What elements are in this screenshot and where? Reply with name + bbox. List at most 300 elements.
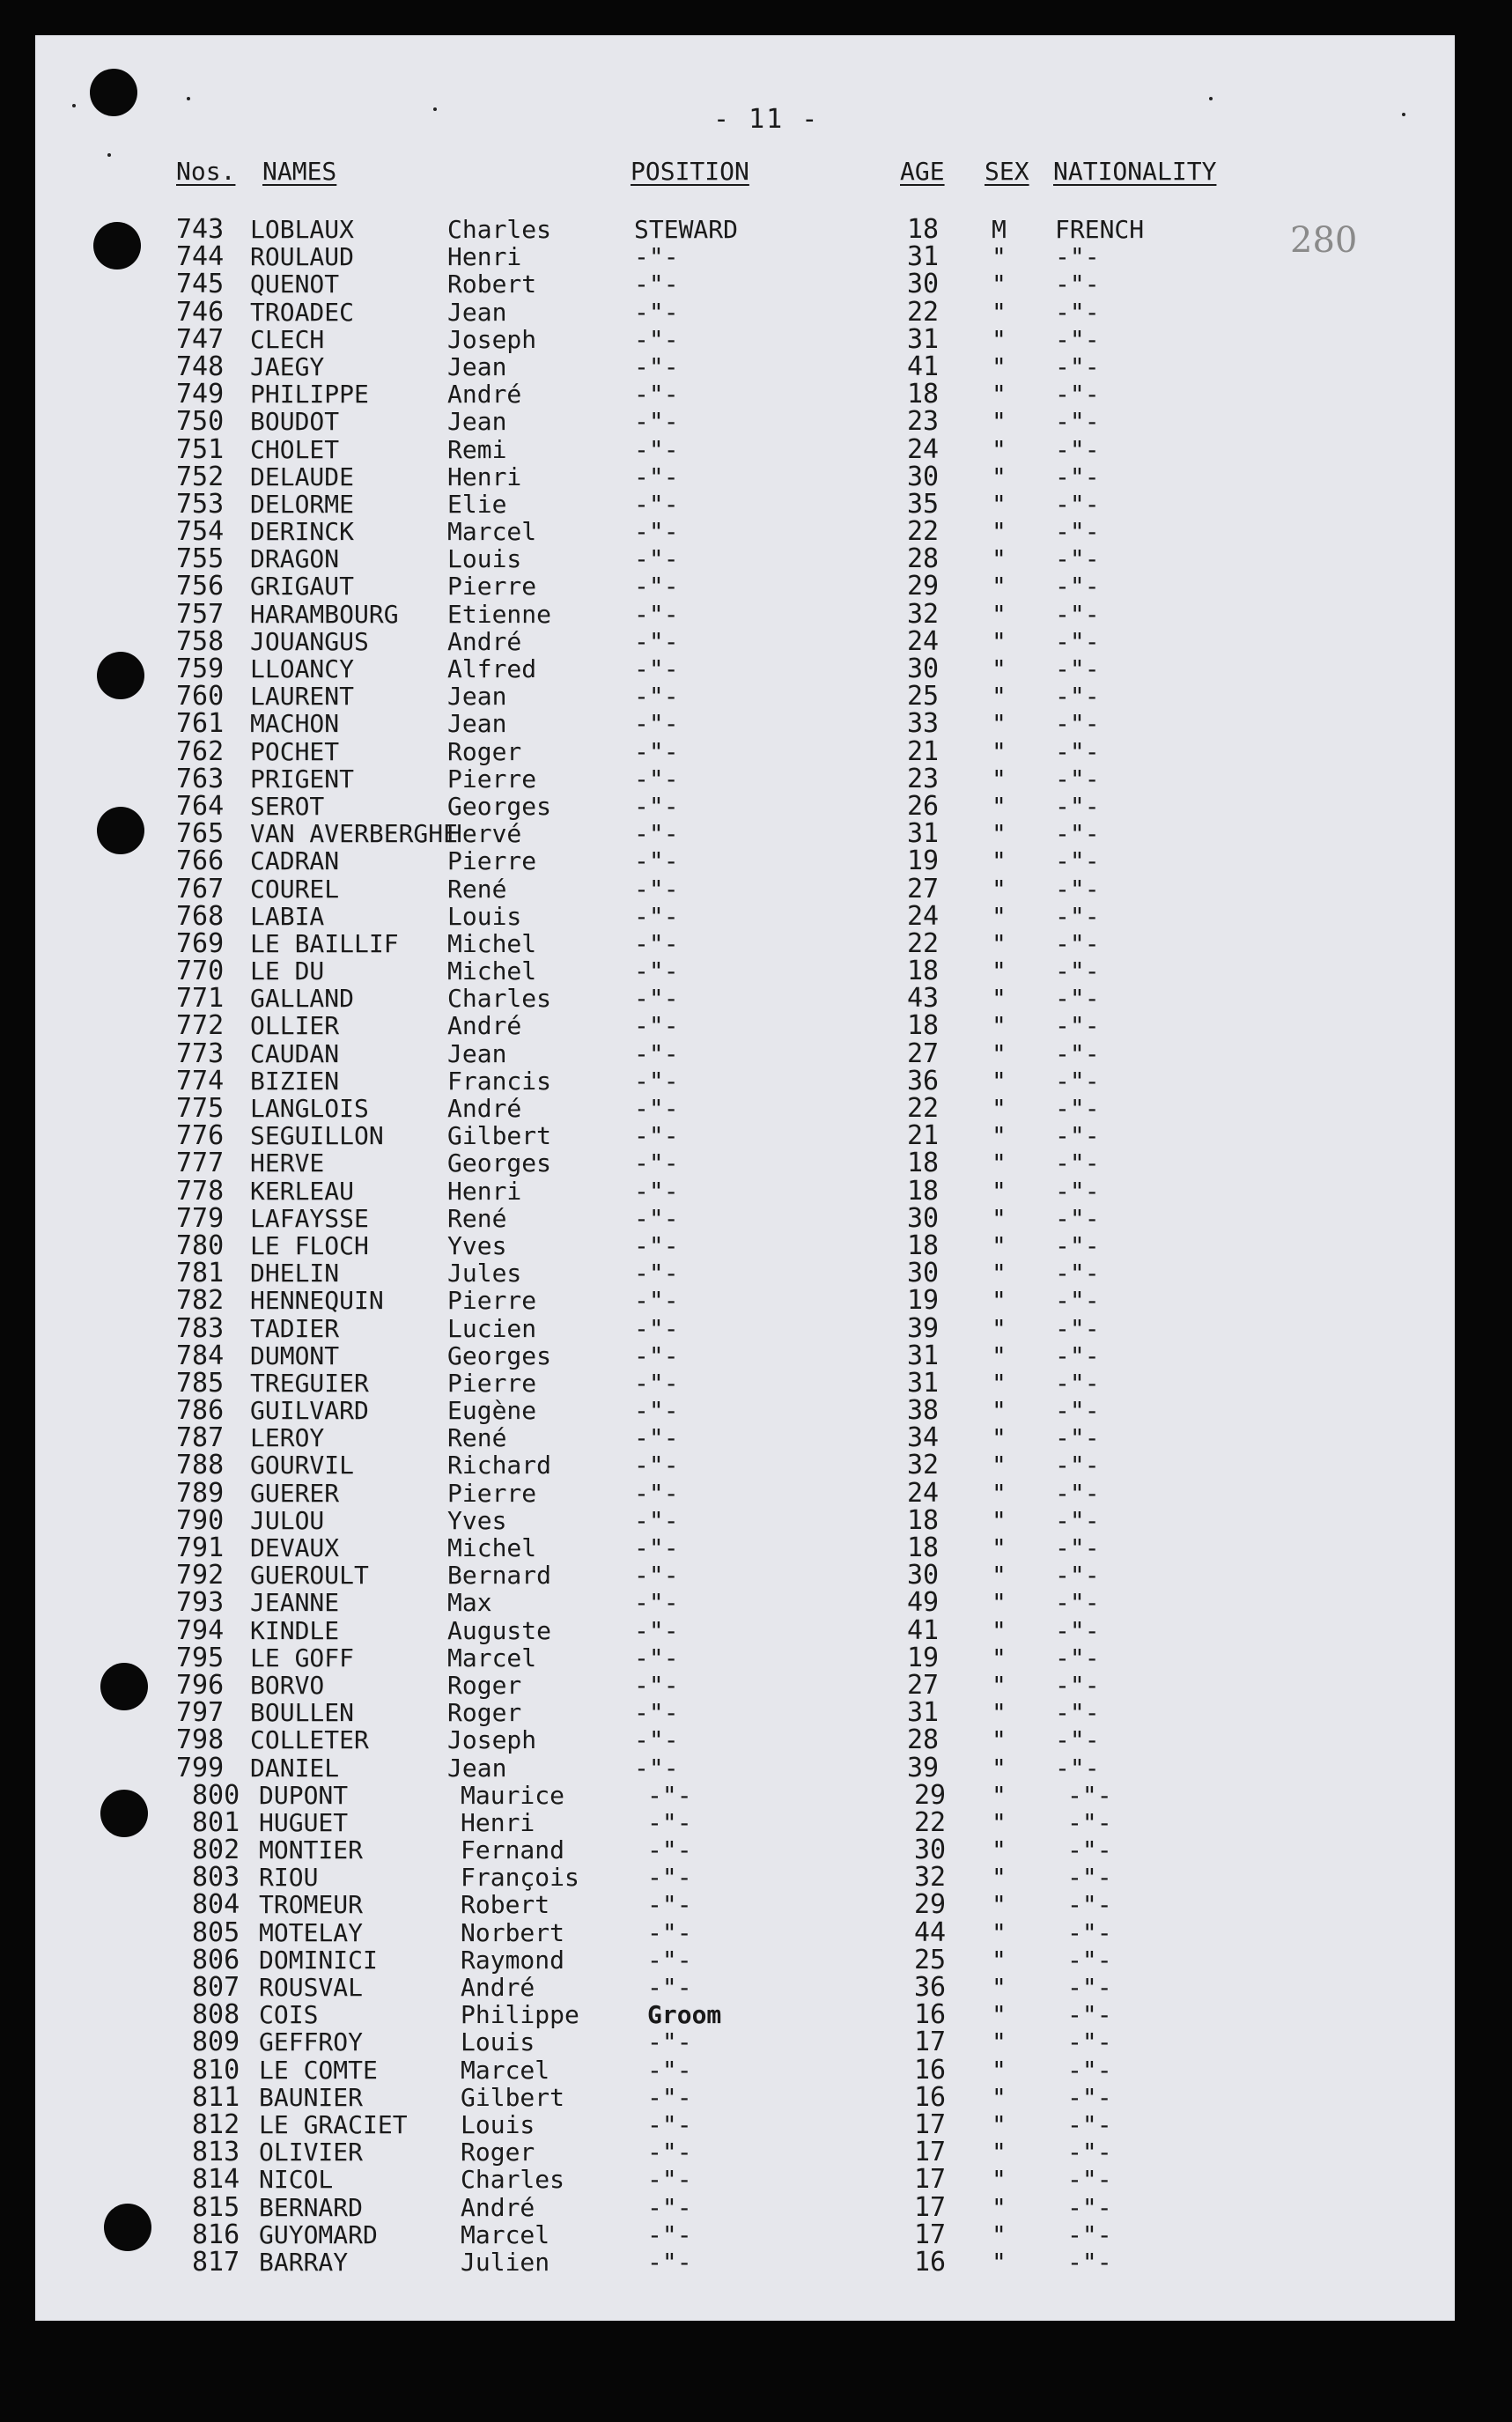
sex: " [992, 1313, 1007, 1343]
sex: " [992, 1148, 1007, 1178]
age: 18 [907, 1148, 940, 1179]
row-number: 752 [176, 461, 225, 492]
position: -"- [634, 1698, 679, 1728]
sex: " [992, 928, 1007, 958]
table-row [35, 2028, 1455, 2056]
position: -"- [634, 1588, 679, 1618]
sex: " [992, 2109, 1007, 2139]
surname: PHILIPPE [250, 380, 369, 410]
sex: " [992, 1890, 1007, 1920]
first-name: Jean [447, 407, 507, 437]
row-number: 756 [176, 571, 225, 602]
age: 16 [914, 2081, 947, 2113]
nationality: -"- [1055, 1533, 1100, 1562]
position: -"- [634, 1038, 679, 1068]
position: -"- [634, 1368, 679, 1398]
age: 18 [907, 956, 940, 987]
first-name: Maurice [461, 1780, 565, 1810]
surname: COLLETER [250, 1725, 369, 1755]
row-number: 805 [192, 1916, 240, 1948]
first-name: René [447, 874, 507, 904]
first-name: André [447, 1011, 522, 1041]
first-name: Elie [447, 489, 507, 519]
row-number: 807 [192, 1972, 240, 2003]
speck [107, 153, 111, 157]
nationality: -"- [1055, 626, 1100, 656]
age: 31 [907, 323, 940, 355]
first-name: Pierre [447, 1286, 537, 1316]
position: -"- [634, 1670, 679, 1700]
nationality: -"- [1055, 489, 1100, 519]
position: -"- [634, 819, 679, 849]
nationality: -"- [1055, 599, 1100, 629]
sex: " [992, 1863, 1007, 1893]
surname: POCHET [250, 736, 340, 766]
surname: DELAUDE [250, 462, 355, 491]
row-number: 778 [176, 1175, 225, 1207]
row-number: 790 [176, 1504, 225, 1536]
age: 17 [914, 2137, 947, 2168]
sex: " [992, 1753, 1007, 1783]
first-name: Jean [447, 297, 507, 327]
position: -"- [634, 1094, 679, 1123]
table-row [35, 1974, 1455, 2001]
age: 32 [907, 598, 940, 630]
sex: " [992, 351, 1007, 381]
position: -"- [634, 1753, 679, 1783]
sex: " [992, 1807, 1007, 1837]
row-number: 785 [176, 1367, 225, 1399]
sex: " [992, 1396, 1007, 1426]
first-name: Marcel [447, 517, 537, 547]
table-row [35, 900, 1455, 932]
position: -"- [634, 736, 679, 766]
nationality: -"- [1067, 1780, 1112, 1810]
surname: TADIER [250, 1313, 340, 1343]
row-number: 799 [176, 1752, 225, 1783]
sex: " [992, 1176, 1007, 1206]
first-name: Georges [447, 791, 552, 821]
table-row [35, 353, 1455, 380]
row-number: 806 [192, 1944, 240, 1975]
age: 22 [907, 296, 940, 328]
age: 23 [907, 406, 940, 438]
table-row [35, 2081, 1455, 2113]
row-number: 746 [176, 296, 225, 328]
sex: M [992, 215, 1007, 244]
row-number: 783 [176, 1312, 225, 1344]
sex: " [992, 1423, 1007, 1453]
row-number: 744 [176, 241, 225, 273]
age: 30 [907, 653, 940, 684]
row-number: 809 [192, 2027, 240, 2058]
age: 29 [907, 571, 940, 602]
sex: " [992, 324, 1007, 354]
age: 30 [907, 1202, 940, 1234]
sex: " [992, 2082, 1007, 2112]
surname: LE DU [250, 956, 325, 986]
surname: LABIA [250, 901, 325, 931]
position: -"- [647, 1945, 692, 1975]
surname: GUYOMARD [259, 2219, 378, 2249]
row-number: 789 [176, 1477, 225, 1509]
sex: " [992, 270, 1007, 299]
table-row [35, 1477, 1455, 1509]
first-name: Robert [447, 270, 537, 299]
age: 36 [907, 1065, 940, 1097]
table-row [35, 1726, 1455, 1754]
position: -"- [647, 1807, 692, 1837]
surname: GOURVIL [250, 1451, 355, 1481]
position: -"- [647, 1973, 692, 2002]
row-number: 760 [176, 681, 225, 713]
nationality: -"- [1055, 1038, 1100, 1068]
surname: GALLAND [250, 984, 355, 1014]
position: -"- [634, 380, 679, 410]
surname: GUILVARD [250, 1396, 369, 1426]
position: -"- [634, 1313, 679, 1343]
surname: LOBLAUX [250, 215, 355, 244]
age: 28 [907, 1724, 940, 1756]
first-name: François [461, 1863, 579, 1893]
position: -"- [634, 1561, 679, 1591]
age: 31 [907, 241, 940, 273]
nationality: -"- [1055, 434, 1100, 464]
table-row [35, 1342, 1455, 1370]
nationality: -"- [1055, 1725, 1100, 1755]
position: -"- [634, 901, 679, 931]
nationality: -"- [1067, 1807, 1112, 1837]
row-number: 758 [176, 625, 225, 657]
table-row [35, 1067, 1455, 1095]
position: -"- [647, 1863, 692, 1893]
sex: " [992, 599, 1007, 629]
surname: JEANNE [250, 1588, 340, 1618]
age: 18 [907, 1229, 940, 1261]
first-name: Richard [447, 1451, 552, 1481]
age: 24 [907, 625, 940, 657]
row-number: 816 [192, 2219, 240, 2250]
age: 18 [907, 214, 940, 245]
first-name: Roger [447, 1698, 522, 1728]
table-row [35, 598, 1455, 630]
surname: COIS [259, 2000, 319, 2030]
sex: " [992, 984, 1007, 1014]
surname: HUGUET [259, 1807, 349, 1837]
sex: " [992, 2247, 1007, 2277]
age: 26 [907, 790, 940, 822]
surname: DHELIN [250, 1259, 340, 1289]
nationality: -"- [1055, 1423, 1100, 1453]
surname: BOUDOT [250, 407, 340, 437]
sex: " [992, 242, 1007, 272]
table-row [35, 572, 1455, 600]
position: -"- [647, 2165, 692, 2195]
table-row [35, 1754, 1455, 1782]
surname: TROADEC [250, 297, 355, 327]
first-name: Roger [447, 1670, 522, 1700]
nationality: -"- [1055, 791, 1100, 821]
age: 28 [907, 543, 940, 575]
surname: BAUNIER [259, 2082, 364, 2112]
table-row [35, 1259, 1455, 1287]
position: -"- [647, 2109, 692, 2139]
row-number: 797 [176, 1697, 225, 1729]
nationality: -"- [1055, 1643, 1100, 1673]
sex: " [992, 380, 1007, 410]
table-row [35, 2056, 1455, 2084]
table-row [35, 2191, 1455, 2223]
row-number: 765 [176, 818, 225, 850]
sex: " [992, 764, 1007, 794]
first-name: Marcel [461, 2219, 550, 2249]
row-number: 747 [176, 323, 225, 355]
age: 19 [907, 1285, 940, 1317]
table-row [35, 463, 1455, 491]
nationality: -"- [1067, 2027, 1112, 2057]
surname: RIOU [259, 1863, 319, 1893]
row-number: 779 [176, 1202, 225, 1234]
surname: DELORME [250, 489, 355, 519]
table-row [35, 1149, 1455, 1177]
nationality: -"- [1055, 654, 1100, 683]
table-row [35, 296, 1455, 328]
nationality: -"- [1055, 1561, 1100, 1591]
position: -"- [634, 1121, 679, 1151]
row-number: 759 [176, 653, 225, 684]
table-row [35, 543, 1455, 575]
first-name: Henri [461, 1807, 535, 1837]
table-row [35, 1285, 1455, 1317]
nationality: -"- [1067, 1917, 1112, 1947]
row-number: 796 [176, 1669, 225, 1701]
table-row [35, 323, 1455, 355]
position: -"- [647, 1890, 692, 1920]
first-name: René [447, 1423, 507, 1453]
position: -"- [647, 2219, 692, 2249]
surname: MONTIER [259, 1835, 364, 1865]
table-row [35, 433, 1455, 465]
table-row [35, 1367, 1455, 1399]
nationality: -"- [1055, 901, 1100, 931]
row-number: 771 [176, 983, 225, 1015]
nationality: -"- [1055, 928, 1100, 958]
sex: " [992, 1368, 1007, 1398]
sex: " [992, 1670, 1007, 1700]
age: 30 [907, 1560, 940, 1591]
surname: BIZIEN [250, 1066, 340, 1096]
age: 27 [907, 1037, 940, 1069]
age: 25 [907, 681, 940, 713]
table-row [35, 1037, 1455, 1069]
table-row [35, 2248, 1455, 2276]
position: -"- [634, 599, 679, 629]
age: 19 [907, 845, 940, 877]
position: -"- [634, 709, 679, 739]
sex: " [992, 1259, 1007, 1289]
row-number: 792 [176, 1560, 225, 1591]
age: 16 [914, 1999, 947, 2031]
nationality: -"- [1055, 380, 1100, 410]
row-number: 751 [176, 433, 225, 465]
first-name: Pierre [447, 572, 537, 602]
position: -"- [634, 1533, 679, 1562]
nationality: -"- [1067, 1863, 1112, 1893]
table-row [35, 790, 1455, 822]
nationality: -"- [1055, 1066, 1100, 1096]
table-row [35, 241, 1455, 273]
first-name: Pierre [447, 846, 537, 876]
speck [433, 107, 437, 111]
table-row [35, 1312, 1455, 1344]
sex: " [992, 2192, 1007, 2222]
nationality: -"- [1055, 736, 1100, 766]
nationality: -"- [1055, 1230, 1100, 1260]
first-name: André [447, 1094, 522, 1123]
row-number: 786 [176, 1395, 225, 1427]
sex: " [992, 1588, 1007, 1618]
position: -"- [634, 462, 679, 491]
row-number: 811 [192, 2081, 240, 2113]
nationality: -"- [1055, 270, 1100, 299]
position: -"- [634, 1451, 679, 1481]
surname: MACHON [250, 709, 340, 739]
row-number: 776 [176, 1120, 225, 1152]
position: -"- [634, 1011, 679, 1041]
row-number: 800 [192, 1779, 240, 1811]
position: -"- [647, 2082, 692, 2112]
nationality: -"- [1067, 1890, 1112, 1920]
age: 38 [907, 1395, 940, 1427]
row-number: 763 [176, 763, 225, 794]
nationality: -"- [1055, 517, 1100, 547]
first-name: Louis [461, 2027, 535, 2057]
nationality: -"- [1067, 2000, 1112, 2030]
sex: " [992, 654, 1007, 683]
nationality: -"- [1055, 819, 1100, 849]
surname: LE BAILLIF [250, 928, 399, 958]
sex: " [992, 1230, 1007, 1260]
first-name: Michel [447, 928, 537, 958]
nationality: -"- [1055, 1340, 1100, 1370]
first-name: Charles [447, 984, 552, 1014]
first-name: Henri [447, 242, 522, 272]
position: -"- [647, 2027, 692, 2057]
surname: TREGUIER [250, 1368, 369, 1398]
position: -"- [634, 1259, 679, 1289]
position: -"- [634, 1230, 679, 1260]
sex: " [992, 1561, 1007, 1591]
first-name: Eugène [447, 1396, 537, 1426]
position: -"- [634, 324, 679, 354]
first-name: Charles [447, 215, 552, 244]
position: -"- [634, 1340, 679, 1370]
speck [187, 97, 190, 100]
age: 18 [907, 379, 940, 410]
sex: " [992, 1121, 1007, 1151]
surname: NICOL [259, 2165, 334, 2195]
nationality: -"- [1055, 1753, 1100, 1783]
sex: " [992, 1286, 1007, 1316]
sex: " [992, 736, 1007, 766]
age: 17 [914, 2027, 947, 2058]
table-row [35, 957, 1455, 985]
first-name: Yves [447, 1230, 507, 1260]
row-number: 801 [192, 1806, 240, 1838]
sex: " [992, 1203, 1007, 1233]
surname: SEROT [250, 791, 325, 821]
speck [72, 104, 76, 107]
table-row [35, 1779, 1455, 1811]
sex: " [992, 1478, 1007, 1508]
table-row [35, 2138, 1455, 2166]
position: -"- [634, 1643, 679, 1673]
surname: GEFFROY [259, 2027, 364, 2057]
row-number: 795 [176, 1642, 225, 1673]
sex: " [992, 1505, 1007, 1535]
first-name: Michel [447, 956, 537, 986]
age: 23 [907, 763, 940, 794]
sex: " [992, 1451, 1007, 1481]
table-row [35, 1422, 1455, 1454]
table-row [35, 1669, 1455, 1701]
age: 27 [907, 1669, 940, 1701]
table-row [35, 1562, 1455, 1589]
sex: " [992, 489, 1007, 519]
sex: " [992, 2165, 1007, 2195]
age: 36 [914, 1972, 947, 2003]
age: 39 [907, 1752, 940, 1783]
surname: LE COMTE [259, 2055, 378, 2085]
surname: DEVAUX [250, 1533, 340, 1562]
position: -"- [634, 434, 679, 464]
nationality: -"- [1055, 544, 1100, 574]
sex: " [992, 1780, 1007, 1810]
row-number: 749 [176, 379, 225, 410]
surname: QUENOT [250, 270, 340, 299]
age: 18 [907, 1504, 940, 1536]
age: 18 [907, 1532, 940, 1563]
first-name: Marcel [461, 2055, 550, 2085]
first-name: Hervé [447, 819, 522, 849]
speck [1402, 113, 1405, 116]
surname: DRAGON [250, 544, 340, 574]
sex: " [992, 434, 1007, 464]
table-row [35, 1229, 1455, 1261]
surname: OLIVIER [259, 2138, 364, 2167]
nationality: -"- [1055, 1203, 1100, 1233]
nationality: -"- [1055, 1148, 1100, 1178]
surname: SEGUILLON [250, 1121, 384, 1151]
row-number: 762 [176, 735, 225, 767]
nationality: -"- [1055, 1670, 1100, 1700]
table-row [35, 1010, 1455, 1042]
nationality: -"- [1067, 2082, 1112, 2112]
nationality: -"- [1067, 1945, 1112, 1975]
sex: " [992, 1533, 1007, 1562]
age: 49 [907, 1587, 940, 1619]
table-row [35, 655, 1455, 683]
crew-list [35, 216, 1455, 2276]
position: -"- [634, 544, 679, 574]
age: 21 [907, 735, 940, 767]
first-name: Philippe [461, 2000, 579, 2030]
surname: ROULAUD [250, 242, 355, 272]
row-number: 782 [176, 1285, 225, 1317]
surname: OLLIER [250, 1011, 340, 1041]
row-number: 813 [192, 2137, 240, 2168]
position: -"- [634, 1725, 679, 1755]
